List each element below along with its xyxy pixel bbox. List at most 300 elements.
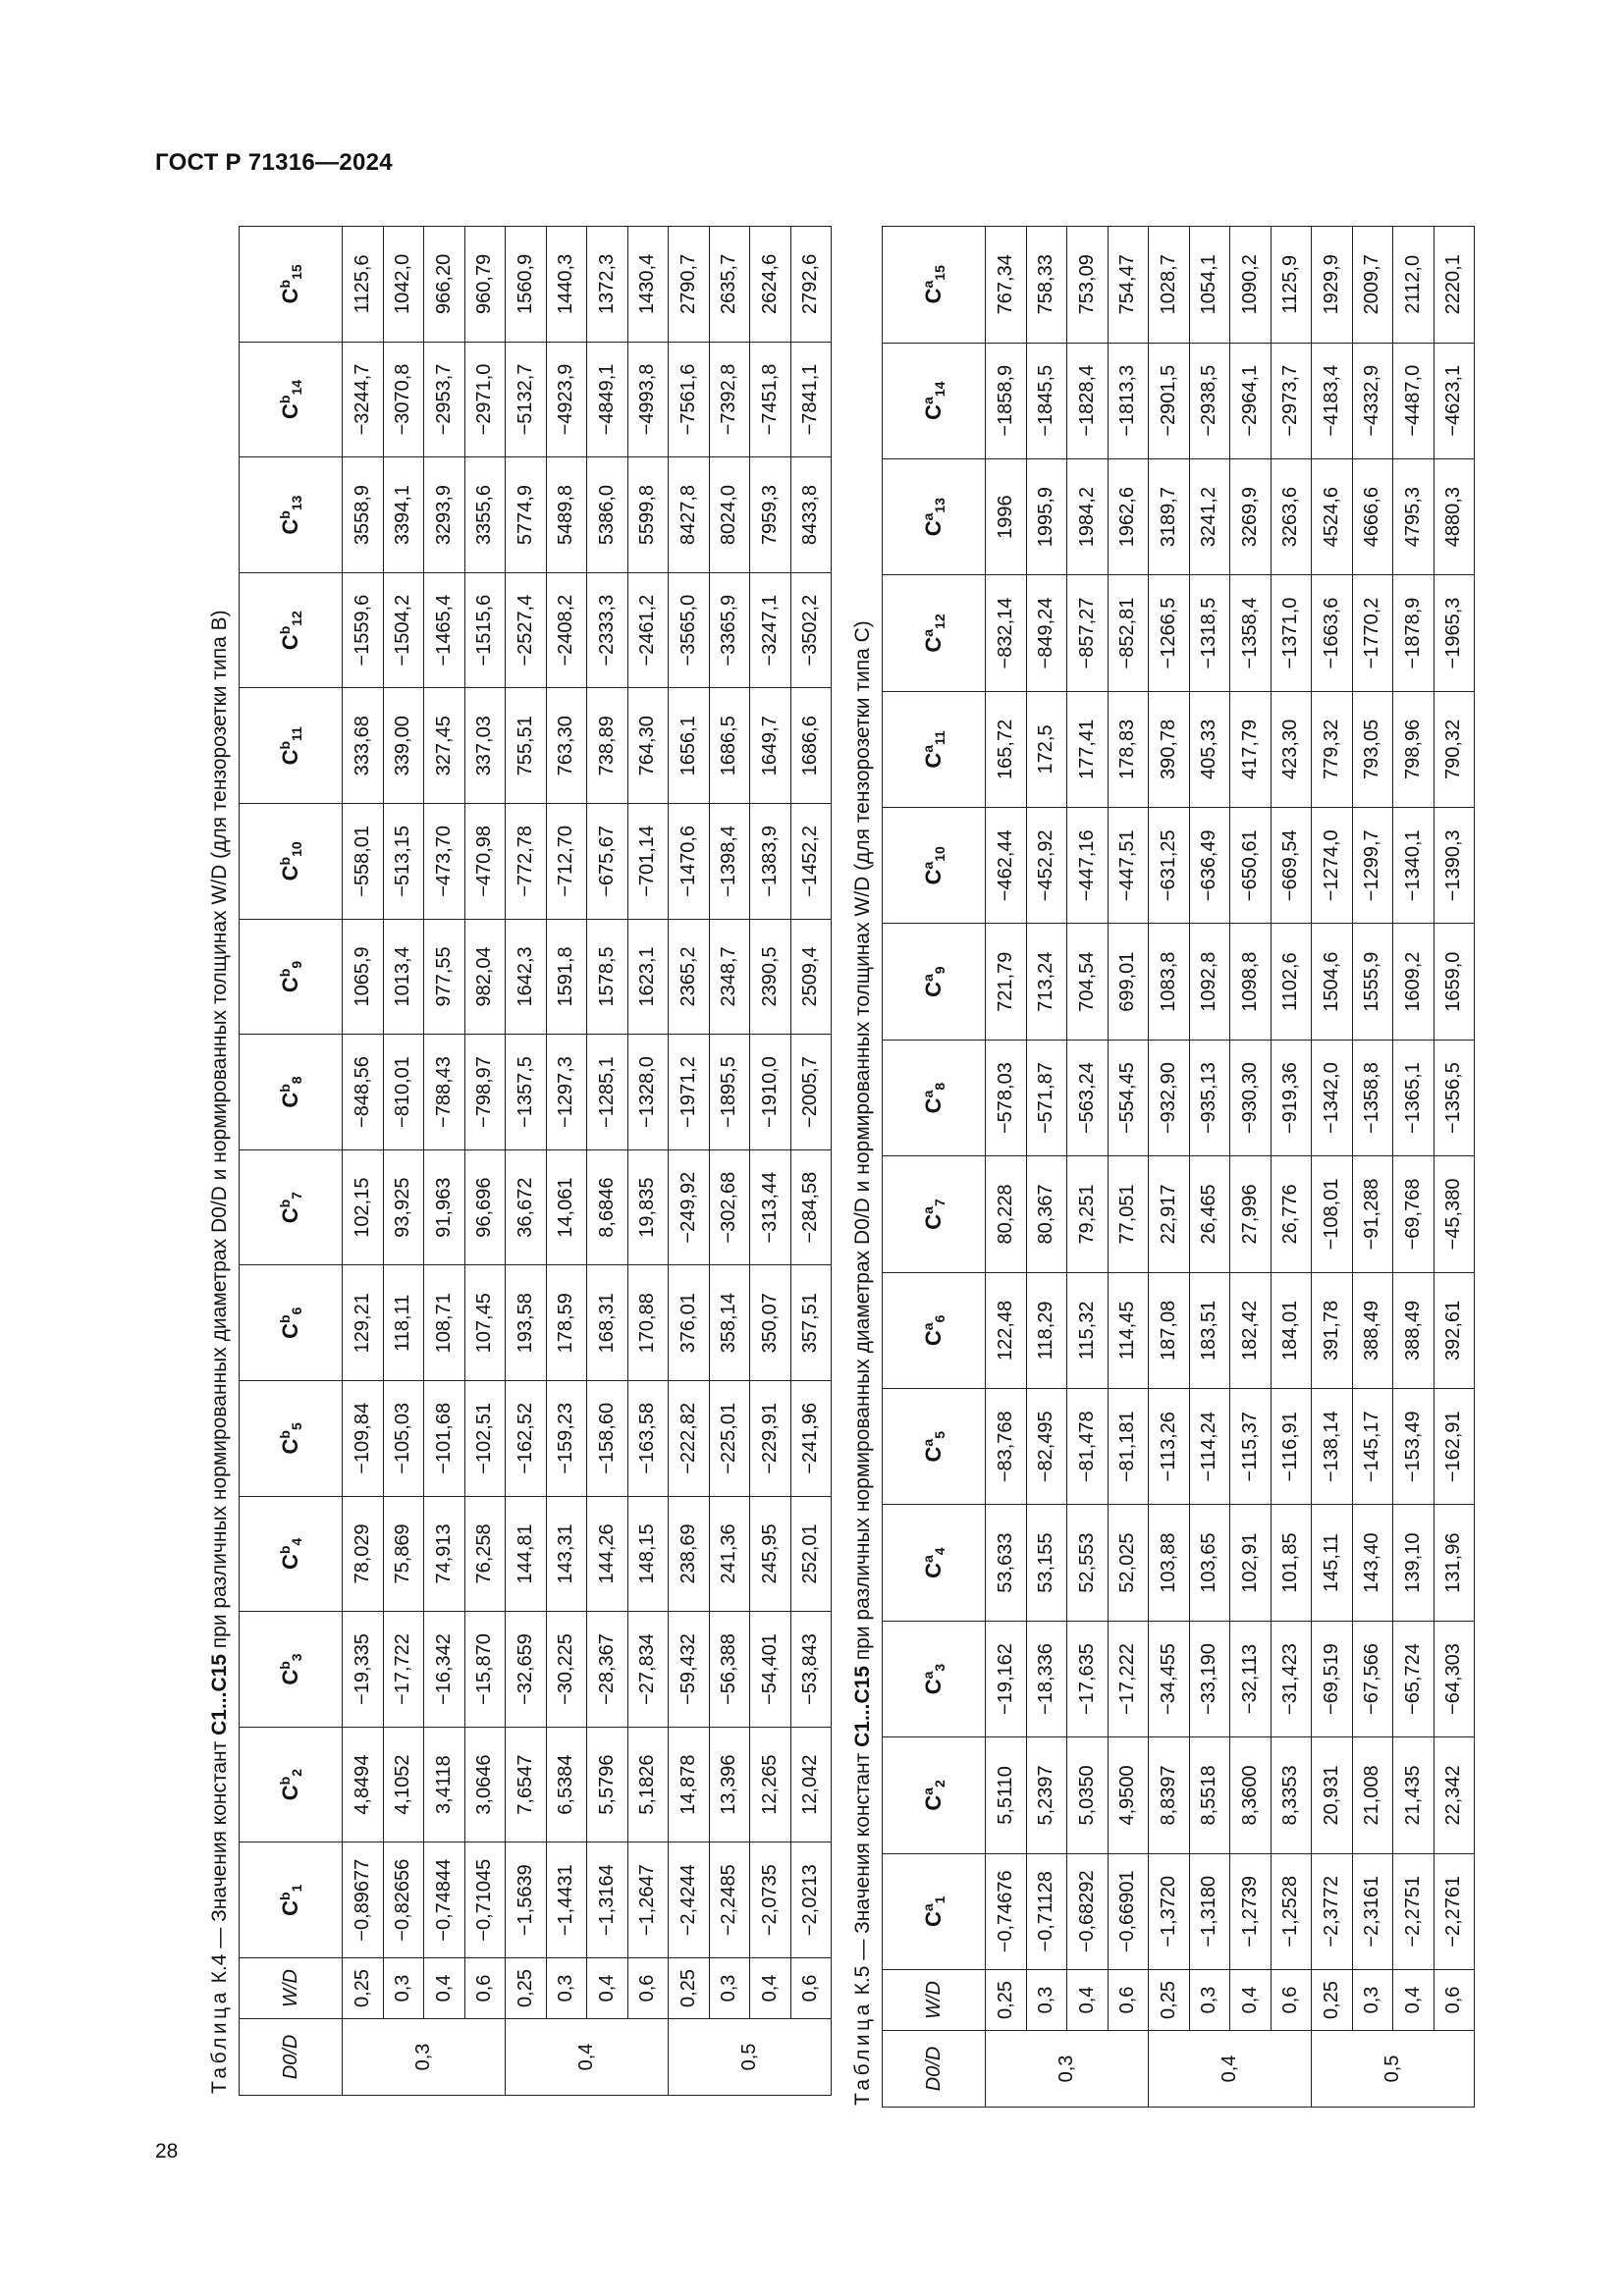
cell-value: −229,91 [750,1381,791,1497]
cell-value: −162,52 [506,1381,547,1497]
cell-value: −669,54 [1271,808,1312,924]
cell-value: −919,36 [1271,1040,1312,1155]
cell-value: −4923,9 [546,342,587,457]
constant-sup: b [277,1661,293,1670]
cell-value: 2635,7 [709,227,750,343]
constant-sub: 7 [932,1199,947,1207]
cell-value: −145,17 [1352,1389,1393,1505]
table-row [1312,227,1353,2108]
cell-value: −447,51 [1108,808,1149,924]
col-header-c11 [240,688,343,804]
cell-value: 2112,0 [1393,227,1435,344]
cell-value: 53,633 [986,1505,1027,1621]
cell-wd: 0,6 [1434,1970,1475,2031]
cell-value: 753,09 [1067,227,1109,344]
col-header-c13 [240,457,343,573]
cell-value: 417,79 [1230,691,1272,807]
cell-value: 168,31 [587,1265,628,1381]
cell-value: 3189,7 [1149,458,1190,574]
cell-value: −4332,9 [1352,343,1393,458]
cell-value: 790,32 [1434,691,1475,807]
table-row [627,227,669,2096]
cell-value: 3,4118 [424,1727,465,1842]
cell-value: −1357,5 [506,1035,547,1150]
constant-symbol: $C^a_{10}$ [920,846,947,885]
table-k5 [882,226,1475,2108]
caption-number: К.4 [208,1953,231,1984]
cell-value: 178,83 [1108,691,1149,807]
cell-value: −108,01 [1312,1156,1353,1272]
constant-sub: 11 [932,730,947,745]
cell-value: −105,03 [383,1381,424,1497]
cell-value: 3269,9 [1230,458,1272,574]
table-row [669,227,710,2096]
cell-value: 8,3353 [1271,1737,1312,1853]
cell-value: −0,68292 [1067,1853,1109,1969]
cell-value: −3070,8 [383,342,424,457]
cell-value: 170,88 [627,1265,669,1381]
cell-value: −1340,1 [1393,808,1435,924]
cell-value: 713,24 [1026,924,1067,1040]
cell-value: 144,81 [506,1496,547,1612]
caption-text-before: — Значения констант [851,1752,874,1960]
cell-value: −1383,9 [750,804,791,920]
cell-value: 187,08 [1149,1272,1190,1388]
table-k5-block [844,226,1465,2108]
constant-sup: b [277,1892,293,1900]
cell-value: 1578,5 [587,919,628,1035]
cell-value: 93,925 [383,1149,424,1265]
cell-value: 1028,7 [1149,227,1190,344]
cell-wd: 0,3 [383,1958,424,2019]
cell-value: 12,042 [790,1727,832,1842]
cell-value: −109,84 [343,1381,384,1497]
cell-wd: 0,4 [1393,1970,1435,2031]
cell-value: −15,870 [464,1612,506,1728]
cell-wd: 0,25 [1149,1970,1190,2031]
cell-value: 391,78 [1312,1272,1353,1388]
cell-value: 3,0646 [464,1727,506,1842]
cell-value: −1,3720 [1149,1853,1190,1969]
cell-value: −17,722 [383,1612,424,1728]
cell-value: 767,34 [986,227,1027,344]
table-row [750,227,791,2096]
cell-value: −1297,3 [546,1035,587,1150]
table-row [464,227,506,2096]
cell-value: −1299,7 [1352,808,1393,924]
cell-value: −64,303 [1434,1621,1475,1736]
cell-value: −1770,2 [1352,575,1393,691]
table-row [1352,227,1393,2108]
cell-value: −1452,2 [790,804,832,920]
constant-sup: b [277,625,293,635]
cell-value: 2009,7 [1352,227,1393,344]
table-row [1230,227,1272,2108]
cell-value: −1371,0 [1271,575,1312,691]
cell-value: −158,60 [587,1381,628,1497]
cell-value: 3558,9 [343,457,384,573]
cell-value: 721,79 [986,924,1027,1040]
cell-value: −1813,3 [1108,343,1149,458]
cell-value: −2005,7 [790,1035,832,1150]
cell-value: −32,659 [506,1612,547,1728]
table-k4-block [201,226,822,2096]
cell-wd: 0,3 [1026,1970,1067,2031]
cell-value: 1054,1 [1189,227,1230,344]
cell-value: −0,74676 [986,1853,1027,1969]
cell-d0: 0,5 [1312,2031,1475,2108]
cell-value: −241,96 [790,1381,832,1497]
cell-value: 145,11 [1312,1505,1353,1621]
cell-value: −163,58 [627,1381,669,1497]
cell-wd: 0,3 [1189,1970,1230,2031]
table-row [383,227,424,2096]
col-header-c4 [240,1496,343,1612]
cell-value: 22,342 [1434,1737,1475,1853]
cell-value: −462,44 [986,808,1027,924]
cell-value: −162,91 [1434,1389,1475,1505]
cell-value: −2527,4 [506,572,547,688]
cell-wd: 0,4 [424,1958,465,2019]
cell-value: −2,3161 [1352,1853,1393,1969]
constant-symbol: $C^b_{10}$ [277,841,304,881]
cell-value: −116,91 [1271,1389,1312,1505]
cell-value: 143,31 [546,1496,587,1612]
table-row [546,227,587,2096]
cell-value: −1965,3 [1434,575,1475,691]
col-header-c14 [883,343,986,458]
constant-sub: 8 [932,1082,947,1091]
cell-value: 4,8494 [343,1727,384,1842]
cell-value: 1659,0 [1434,924,1475,1040]
constant-sup: b [277,740,293,750]
col-header-d0: D0/D [240,2019,343,2096]
cell-value: 390,78 [1149,691,1190,807]
cell-value: −59,432 [669,1612,710,1728]
cell-value: −2,2751 [1393,1853,1435,1969]
cell-value: 1065,9 [343,919,384,1035]
constant-symbol: $C^b_6$ [277,1307,304,1339]
cell-value: −17,222 [1108,1621,1149,1736]
cell-value: 14,878 [669,1727,710,1842]
col-header-c2 [883,1737,986,1853]
caption-range: C1...C15 [851,1666,874,1747]
cell-value: 96,696 [464,1149,506,1265]
cell-value: 5,5796 [587,1727,628,1842]
cell-value: 5,0350 [1067,1737,1109,1853]
cell-value: −650,61 [1230,808,1272,924]
cell-value: −832,14 [986,575,1027,691]
cell-value: −19,162 [986,1621,1027,1736]
cell-value: −1,3180 [1189,1853,1230,1969]
cell-value: 2624,6 [750,227,791,343]
cell-value: 27,996 [1230,1156,1272,1272]
cell-value: −1266,5 [1149,575,1190,691]
cell-value: 5489,8 [546,457,587,573]
cell-value: −3502,2 [790,572,832,688]
cell-d0: 0,3 [343,2019,506,2096]
cell-value: 8,6846 [587,1149,628,1265]
cell-value: 53,155 [1026,1505,1067,1621]
col-header-c3 [883,1621,986,1736]
table-row [1026,227,1067,2108]
caption-text-after: при различных нормированных диаметрах D0/D и нормированных толщинах W/D (для тензорозетки типа С) [851,620,874,1661]
cell-value: 245,95 [750,1496,791,1612]
cell-value: 13,396 [709,1727,750,1842]
cell-value: 1984,2 [1067,458,1109,574]
cell-value: −849,24 [1026,575,1067,691]
cell-value: −1328,0 [627,1035,669,1150]
cell-value: 129,21 [343,1265,384,1381]
cell-value: −810,01 [383,1035,424,1150]
cell-value: 4795,3 [1393,458,1435,574]
cell-value: 5599,8 [627,457,669,573]
cell-value: 241,36 [709,1496,750,1612]
cell-value: −45,380 [1434,1156,1475,1272]
cell-value: 8433,8 [790,457,832,573]
cell-value: −69,519 [1312,1621,1353,1736]
header-row [240,227,343,2096]
cell-value: 1013,4 [383,919,424,1035]
cell-value: −3365,9 [709,572,750,688]
table-row [986,227,1027,2108]
cell-value: 1996 [986,458,1027,574]
cell-value: −798,97 [464,1035,506,1150]
cell-value: −56,388 [709,1612,750,1728]
cell-wd: 0,4 [750,1958,791,2019]
cell-value: −32,113 [1230,1621,1272,1736]
cell-value: −852,81 [1108,575,1149,691]
cell-value: 144,26 [587,1496,628,1612]
cell-value: −249,92 [669,1149,710,1265]
cell-value: −33,190 [1189,1621,1230,1736]
cell-value: 4524,6 [1312,458,1353,574]
cell-value: 77,051 [1108,1156,1149,1272]
constant-sup: a [920,280,936,289]
cell-value: −712,70 [546,804,587,920]
constant-symbol: $C^b_9$ [277,960,304,993]
col-header-c3 [240,1612,343,1728]
cell-value: 122,48 [986,1272,1027,1388]
cell-value: 91,963 [424,1149,465,1265]
cell-value: 26,465 [1189,1156,1230,1272]
cell-value: −1,5639 [506,1842,547,1958]
cell-value: 357,51 [790,1265,832,1381]
cell-value: −848,56 [343,1035,384,1150]
cell-value: −935,13 [1189,1040,1230,1155]
col-header-c1 [883,1853,986,1969]
cell-value: 12,265 [750,1727,791,1842]
cell-value: −0,66901 [1108,1853,1149,1969]
cell-value: −138,14 [1312,1389,1353,1505]
table-row [587,227,628,2096]
cell-value: −5132,7 [506,342,547,457]
constant-sub: 2 [932,1780,947,1788]
cell-value: 1090,2 [1230,227,1272,344]
cell-value: −113,26 [1149,1389,1190,1505]
cell-value: −28,367 [587,1612,628,1728]
cell-value: 1092,8 [1189,924,1230,1040]
cell-d0: 0,5 [669,2019,832,2096]
page-number: 28 [155,2140,179,2163]
cell-value: 1609,2 [1393,924,1435,1040]
cell-value: 3263,6 [1271,458,1312,574]
col-header-c5 [883,1389,986,1505]
cell-value: 1591,8 [546,919,587,1035]
cell-value: −19,335 [343,1612,384,1728]
cell-value: −1274,0 [1312,808,1353,924]
cell-value: −1390,3 [1434,808,1475,924]
cell-value: 143,40 [1352,1505,1393,1621]
cell-value: 1125,6 [343,227,384,343]
col-header-wd: W/D [240,1958,343,2019]
cell-value: −930,30 [1230,1040,1272,1155]
cell-value: 78,029 [343,1496,384,1612]
constant-symbol: $C^b_5$ [277,1422,304,1455]
cell-value: −2901,5 [1149,343,1190,458]
cell-value: −2,0213 [790,1842,832,1958]
cell-value: −857,27 [1067,575,1109,691]
cell-value: 182,42 [1230,1272,1272,1388]
cell-value: 4,1052 [383,1727,424,1842]
constant-symbol: $C^b_{14}$ [277,379,304,419]
cell-value: −473,70 [424,804,465,920]
cell-value: 758,33 [1026,227,1067,344]
caption-text-after: при различных нормированных диаметрах D0/D и нормированных толщинах W/D (для тензорозетки типа В) [208,610,231,1649]
cell-value: −631,25 [1149,808,1190,924]
cell-value: 3394,1 [383,457,424,573]
cell-value: −2461,2 [627,572,669,688]
cell-value: −0,82656 [383,1842,424,1958]
cell-value: −222,82 [669,1381,710,1497]
cell-wd: 0,4 [1230,1970,1272,2031]
constant-sup: a [920,397,936,404]
cell-value: −54,401 [750,1612,791,1728]
cell-value: −2333,3 [587,572,628,688]
col-header-c15 [883,227,986,344]
constant-sup: b [277,1545,293,1555]
cell-value: −284,58 [790,1149,832,1265]
constant-sup: b [277,1084,293,1093]
cell-value: 193,58 [506,1265,547,1381]
cell-value: −1358,4 [1230,575,1272,691]
cell-value: −31,423 [1271,1621,1312,1736]
cell-value: −2971,0 [464,342,506,457]
col-header-c6 [240,1265,343,1381]
constant-sub: 2 [289,1768,304,1777]
cell-value: 966,20 [424,227,465,343]
cell-value: −30,225 [546,1612,587,1728]
cell-value: 1686,6 [790,688,832,804]
table-k5-caption [844,226,882,2108]
cell-value: 178,59 [546,1265,587,1381]
cell-value: 52,553 [1067,1505,1109,1621]
constant-sup: b [277,279,293,289]
constant-sup: a [920,1090,936,1098]
col-header-c13 [883,458,986,574]
constant-sup: a [920,1671,936,1680]
cell-value: −7561,6 [669,342,710,457]
cell-value: 3241,2 [1189,458,1230,574]
cell-value: −571,87 [1026,1040,1067,1155]
caption-label: Таблица [851,2001,874,2106]
cell-value: 1430,4 [627,227,669,343]
cell-value: −932,90 [1149,1040,1190,1155]
constant-sub: 11 [289,726,304,741]
cell-value: −0,71045 [464,1842,506,1958]
constant-sub: 12 [932,614,947,629]
constant-sub: 4 [932,1547,947,1556]
cell-value: 6,5384 [546,1727,587,1842]
cell-wd: 0,6 [1108,1970,1149,2031]
cell-value: −1365,1 [1393,1040,1435,1155]
cell-value: −1318,5 [1189,575,1230,691]
constant-sup: a [920,1206,936,1214]
constant-sup: a [920,974,936,983]
cell-d0: 0,4 [506,2019,669,2096]
cell-value: 79,251 [1067,1156,1109,1272]
cell-value: 148,15 [627,1496,669,1612]
cell-value: 8427,8 [669,457,710,573]
constant-sub: 13 [289,495,304,511]
col-header-c9 [240,919,343,1035]
cell-value: −302,68 [709,1149,750,1265]
cell-value: 131,96 [1434,1505,1475,1621]
cell-value: −2408,2 [546,572,587,688]
cell-value: −1878,9 [1393,575,1435,691]
constant-sub: 12 [289,611,304,626]
cell-value: −3247,1 [750,572,791,688]
cell-value: −4183,4 [1312,343,1353,458]
cell-value: −1,3164 [587,1842,628,1958]
cell-value: −82,495 [1026,1389,1067,1505]
cell-value: 36,672 [506,1149,547,1265]
constant-sub: 14 [289,379,304,396]
cell-value: 14,061 [546,1149,587,1265]
cell-value: −27,834 [627,1612,669,1728]
cell-value: 8,3600 [1230,1737,1272,1853]
cell-value: −91,288 [1352,1156,1393,1272]
constant-sup: a [920,744,936,753]
caption-text-before: — Значения констант [208,1740,231,1949]
cell-value: −1559,6 [343,572,384,688]
cell-wd: 0,3 [709,1958,750,2019]
cell-value: 755,51 [506,688,547,804]
cell-value: −1910,0 [750,1035,791,1150]
cell-value: −563,24 [1067,1040,1109,1155]
cell-value: 1555,9 [1352,924,1393,1040]
cell-value: −1356,5 [1434,1040,1475,1155]
cell-value: 172,5 [1026,691,1067,807]
cell-value: −1504,2 [383,572,424,688]
cell-wd: 0,3 [546,1958,587,2019]
constant-sup: a [920,861,936,870]
cell-value: 21,435 [1393,1737,1435,1853]
cell-wd: 0,4 [1067,1970,1109,2031]
cell-value: 80,228 [986,1156,1027,1272]
constant-sup: a [920,512,936,521]
cell-value: 26,776 [1271,1156,1312,1272]
cell-value: −153,49 [1393,1389,1435,1505]
cell-value: −114,24 [1189,1389,1230,1505]
constant-sup: b [277,1314,293,1323]
cell-value: 4880,3 [1434,458,1475,574]
cell-value: 102,91 [1230,1505,1272,1621]
constant-symbol: $C^b_2$ [277,1768,304,1801]
constant-symbol: $C^a_{15}$ [920,265,947,304]
cell-value: 3293,9 [424,457,465,573]
cell-value: 2348,7 [709,919,750,1035]
